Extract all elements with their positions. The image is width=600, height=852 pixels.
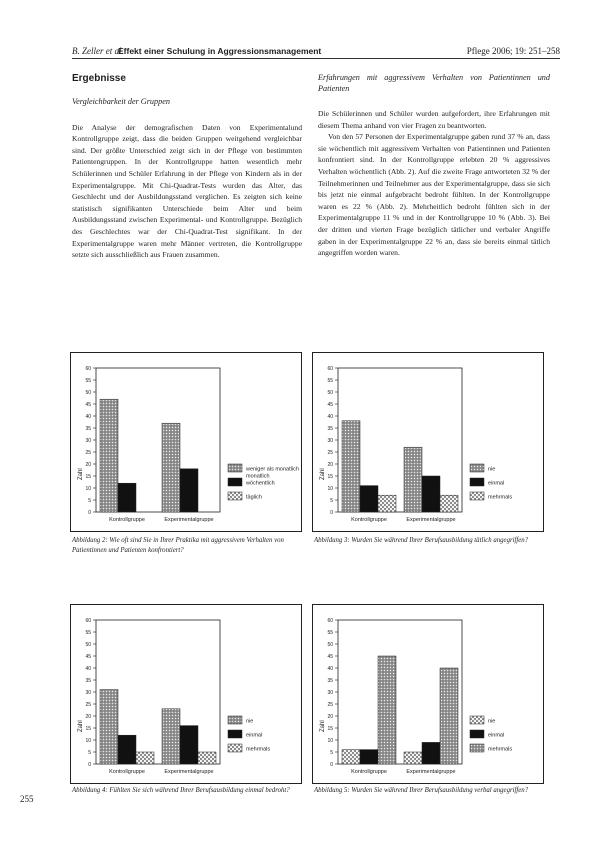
y-tick-label: 60 [327, 366, 333, 372]
category-label: Kontrollgruppe [109, 517, 145, 523]
y-tick-label: 20 [85, 714, 91, 720]
bar [440, 668, 458, 764]
caption-text: Wurden Sie während Ihrer Berufsausbildung verbal angegriffen? [351, 787, 529, 794]
figure-4-chart [70, 604, 302, 784]
caption-label: Abbildung 2: [72, 537, 108, 544]
figure-4-caption [72, 786, 304, 796]
header-authors: B. Zeller et al. [72, 46, 124, 56]
y-axis-label: Zahl [78, 468, 84, 480]
section-heading: Ergebnisse [72, 73, 126, 84]
left-column [72, 72, 302, 261]
y-axis-label: Zahl [320, 720, 326, 732]
y-tick-label: 30 [327, 438, 333, 444]
y-tick-label: 10 [85, 486, 91, 492]
y-tick-label: 20 [85, 462, 91, 468]
right-paragraph-2: Von den 57 Personen der Experimentalgruppe gaben rund 37 % an, dass sie wöchentlich mit aggressivem Verhalten von Patientinnen und Patienten konfrontiert sind. In der Kontrollgruppe erlebten 20 % aggressives Verhalten wöchentlich (Abb. 2). Auf die zweite Frage antworteten 32 % der Teilnehmerinnen und Teilnehmer aus der Experimentalgruppe, dass sie sich bis jetzt nie einmal aufgebracht bedroht fühlten. In der Kontrollgruppe waren es 22 % (Abb. 2). Mehrheitlich bedroht fühlten sich in der Experimentalgruppe 11 % und in der Kontrollgruppe 10 % (Abb. 3). Bei der dritten und vierten Frage bezüglich tätlicher und verbaler Angriffe gaben in der Experimentalgruppe 22 % an, dass sie bereits einmal tätlich angegriffen worden waren. [318, 132, 550, 258]
legend-label: einmal [488, 480, 505, 487]
y-tick-label: 15 [327, 474, 333, 480]
y-tick-label: 60 [85, 366, 91, 372]
bar [118, 483, 136, 512]
bar [162, 423, 180, 512]
figure-3-caption [314, 536, 546, 546]
y-tick-label: 0 [330, 762, 333, 768]
bar [342, 421, 360, 512]
y-tick-label: 45 [327, 654, 333, 660]
y-tick-label: 25 [85, 702, 91, 708]
y-tick-label: 30 [85, 438, 91, 444]
bar [180, 469, 198, 512]
bar [360, 750, 378, 764]
figure-2-caption [72, 536, 304, 555]
right-paragraph-1: Die Schülerinnen und Schüler wurden aufgefordert, ihre Erfahrungen mit diesem Thema anhand von vier Fragen zu beantworten. [318, 109, 550, 130]
bar [162, 709, 180, 764]
y-tick-label: 45 [327, 402, 333, 408]
bar [378, 656, 396, 764]
y-tick-label: 55 [327, 630, 333, 636]
y-tick-label: 35 [327, 678, 333, 684]
legend-swatch [470, 492, 484, 500]
figure-5-caption [314, 786, 546, 796]
header-journal: Pflege 2006; 19: 251–258 [466, 46, 560, 56]
y-tick-label: 15 [327, 726, 333, 732]
legend-swatch [470, 744, 484, 752]
y-tick-label: 30 [327, 690, 333, 696]
y-tick-label: 40 [327, 414, 333, 420]
y-tick-label: 25 [327, 702, 333, 708]
y-tick-label: 50 [85, 642, 91, 648]
category-label: Experimentalgruppe [164, 769, 214, 775]
legend-swatch [470, 730, 484, 738]
figure-2-chart [70, 352, 302, 532]
y-tick-label: 55 [85, 630, 91, 636]
y-tick-label: 15 [85, 726, 91, 732]
bar [378, 495, 396, 512]
y-tick-label: 5 [330, 750, 333, 756]
legend-label: einmal [488, 732, 505, 739]
y-tick-label: 35 [327, 426, 333, 432]
caption-text: Wie oft sind Sie in Ihrer Praktika mit aggressivem Verhalten von Patientinnen und Patienten konfrontiert? [72, 537, 284, 554]
running-header [72, 46, 560, 60]
legend-swatch [228, 730, 242, 738]
y-tick-label: 0 [88, 762, 91, 768]
y-tick-label: 35 [85, 678, 91, 684]
y-tick-label: 0 [88, 510, 91, 516]
page-number: 255 [20, 794, 34, 804]
y-tick-label: 0 [330, 510, 333, 516]
category-label: Experimentalgruppe [406, 517, 456, 523]
header-title: Effekt einer Schulung in Aggressionsmanagement [118, 46, 322, 56]
legend-label: wöchentlich [246, 480, 275, 487]
category-label: Kontrollgruppe [109, 769, 145, 775]
y-tick-label: 5 [330, 498, 333, 504]
subsection-heading: Vergleichbarkeit der Gruppen [72, 97, 170, 106]
caption-label: Abbildung 4: [72, 787, 108, 794]
y-tick-label: 30 [85, 690, 91, 696]
legend-label: monatlich [246, 473, 270, 480]
y-tick-label: 20 [327, 714, 333, 720]
y-tick-label: 10 [327, 486, 333, 492]
bar [198, 752, 216, 764]
category-label: Kontrollgruppe [351, 517, 387, 523]
caption-text: Fühlten Sie sich während Ihrer Berufsausbildung einmal bedroht? [109, 787, 290, 794]
category-label: Experimentalgruppe [164, 517, 214, 523]
y-tick-label: 50 [85, 390, 91, 396]
bar [422, 476, 440, 512]
y-tick-label: 60 [327, 618, 333, 624]
legend-swatch [228, 464, 242, 472]
caption-text: Wurden Sie während Ihrer Berufsausbildung tätlich angegriffen? [351, 537, 529, 544]
legend-swatch [470, 478, 484, 486]
bar [100, 690, 118, 764]
y-axis-label: Zahl [320, 468, 326, 480]
legend-label: täglich [246, 494, 262, 501]
y-tick-label: 40 [85, 414, 91, 420]
bar [100, 399, 118, 512]
bar [118, 735, 136, 764]
y-tick-label: 50 [327, 642, 333, 648]
legend-swatch [228, 716, 242, 724]
y-tick-label: 40 [85, 666, 91, 672]
y-tick-label: 40 [327, 666, 333, 672]
y-tick-label: 55 [85, 378, 91, 384]
legend-label: mehrmals [488, 494, 513, 501]
bar [422, 742, 440, 764]
legend-label: mehrmals [488, 746, 513, 753]
legend-label: nie [488, 718, 496, 725]
category-label: Experimentalgruppe [406, 769, 456, 775]
y-tick-label: 50 [327, 390, 333, 396]
y-tick-label: 55 [327, 378, 333, 384]
figure-3-chart [312, 352, 544, 532]
bar [342, 750, 360, 764]
bar [136, 752, 154, 764]
y-tick-label: 35 [85, 426, 91, 432]
y-tick-label: 15 [85, 474, 91, 480]
legend-label: nie [246, 718, 254, 725]
y-tick-label: 60 [85, 618, 91, 624]
right-subheading: Erfahrungen mit aggressivem Verhalten von Patientinnen und Patienten [318, 73, 550, 93]
y-tick-label: 45 [85, 654, 91, 660]
category-label: Kontrollgruppe [351, 769, 387, 775]
legend-swatch [228, 478, 242, 486]
y-axis-label: Zahl [78, 720, 84, 732]
caption-label: Abbildung 5: [314, 787, 350, 794]
bar [180, 726, 198, 764]
bar [360, 486, 378, 512]
y-tick-label: 5 [88, 750, 91, 756]
legend-label: nie [488, 466, 496, 473]
y-tick-label: 25 [85, 450, 91, 456]
caption-label: Abbildung 3: [314, 537, 350, 544]
right-column [318, 72, 550, 259]
legend-label: einmal [246, 732, 263, 739]
legend-swatch [470, 464, 484, 472]
y-tick-label: 45 [85, 402, 91, 408]
y-tick-label: 25 [327, 450, 333, 456]
y-tick-label: 20 [327, 462, 333, 468]
left-body-paragraph: Die Analyse der demografischen Daten von Experimentalund Kontrollgruppe zeigt, dass die beiden Gruppen weitgehend vergleichbar sind. Der größte Unterschied zeigt sich in der Pflege von bestimmten Patientengruppen. In der Kontrollgruppe hatten wesentlich mehr Schülerinnen und Schüler Erfahrung in der Pflege von Kindern als in der Experimentalgruppe. Mit Chi-Quadrat-Tests wurden das Alter, das Geschlecht und der Ausbildungsstand verglichen. Es zeigten sich keine statistisch signifikanten Unterschiede beim Alter und beim Ausbildungsstand zwischen Experimental- und Kontrollgruppe. Bezüglich des Geschlechtes war der Chi-Quadrat-Test signifikant. In der Experimentalgruppe waren mehr Männer vertreten, die Kontrollgruppe setzte sich ausschließlich aus Frauen zusammen. [72, 122, 302, 260]
legend-swatch [228, 492, 242, 500]
bar [404, 752, 422, 764]
bar [440, 495, 458, 512]
y-tick-label: 5 [88, 498, 91, 504]
legend-swatch [470, 716, 484, 724]
figure-5-chart [312, 604, 544, 784]
y-tick-label: 10 [85, 738, 91, 744]
legend-label: mehrmals [246, 746, 271, 753]
header-rule [72, 58, 560, 59]
bar [404, 447, 422, 512]
y-tick-label: 10 [327, 738, 333, 744]
legend-swatch [228, 744, 242, 752]
legend-label: weniger als monatlich [246, 466, 299, 473]
